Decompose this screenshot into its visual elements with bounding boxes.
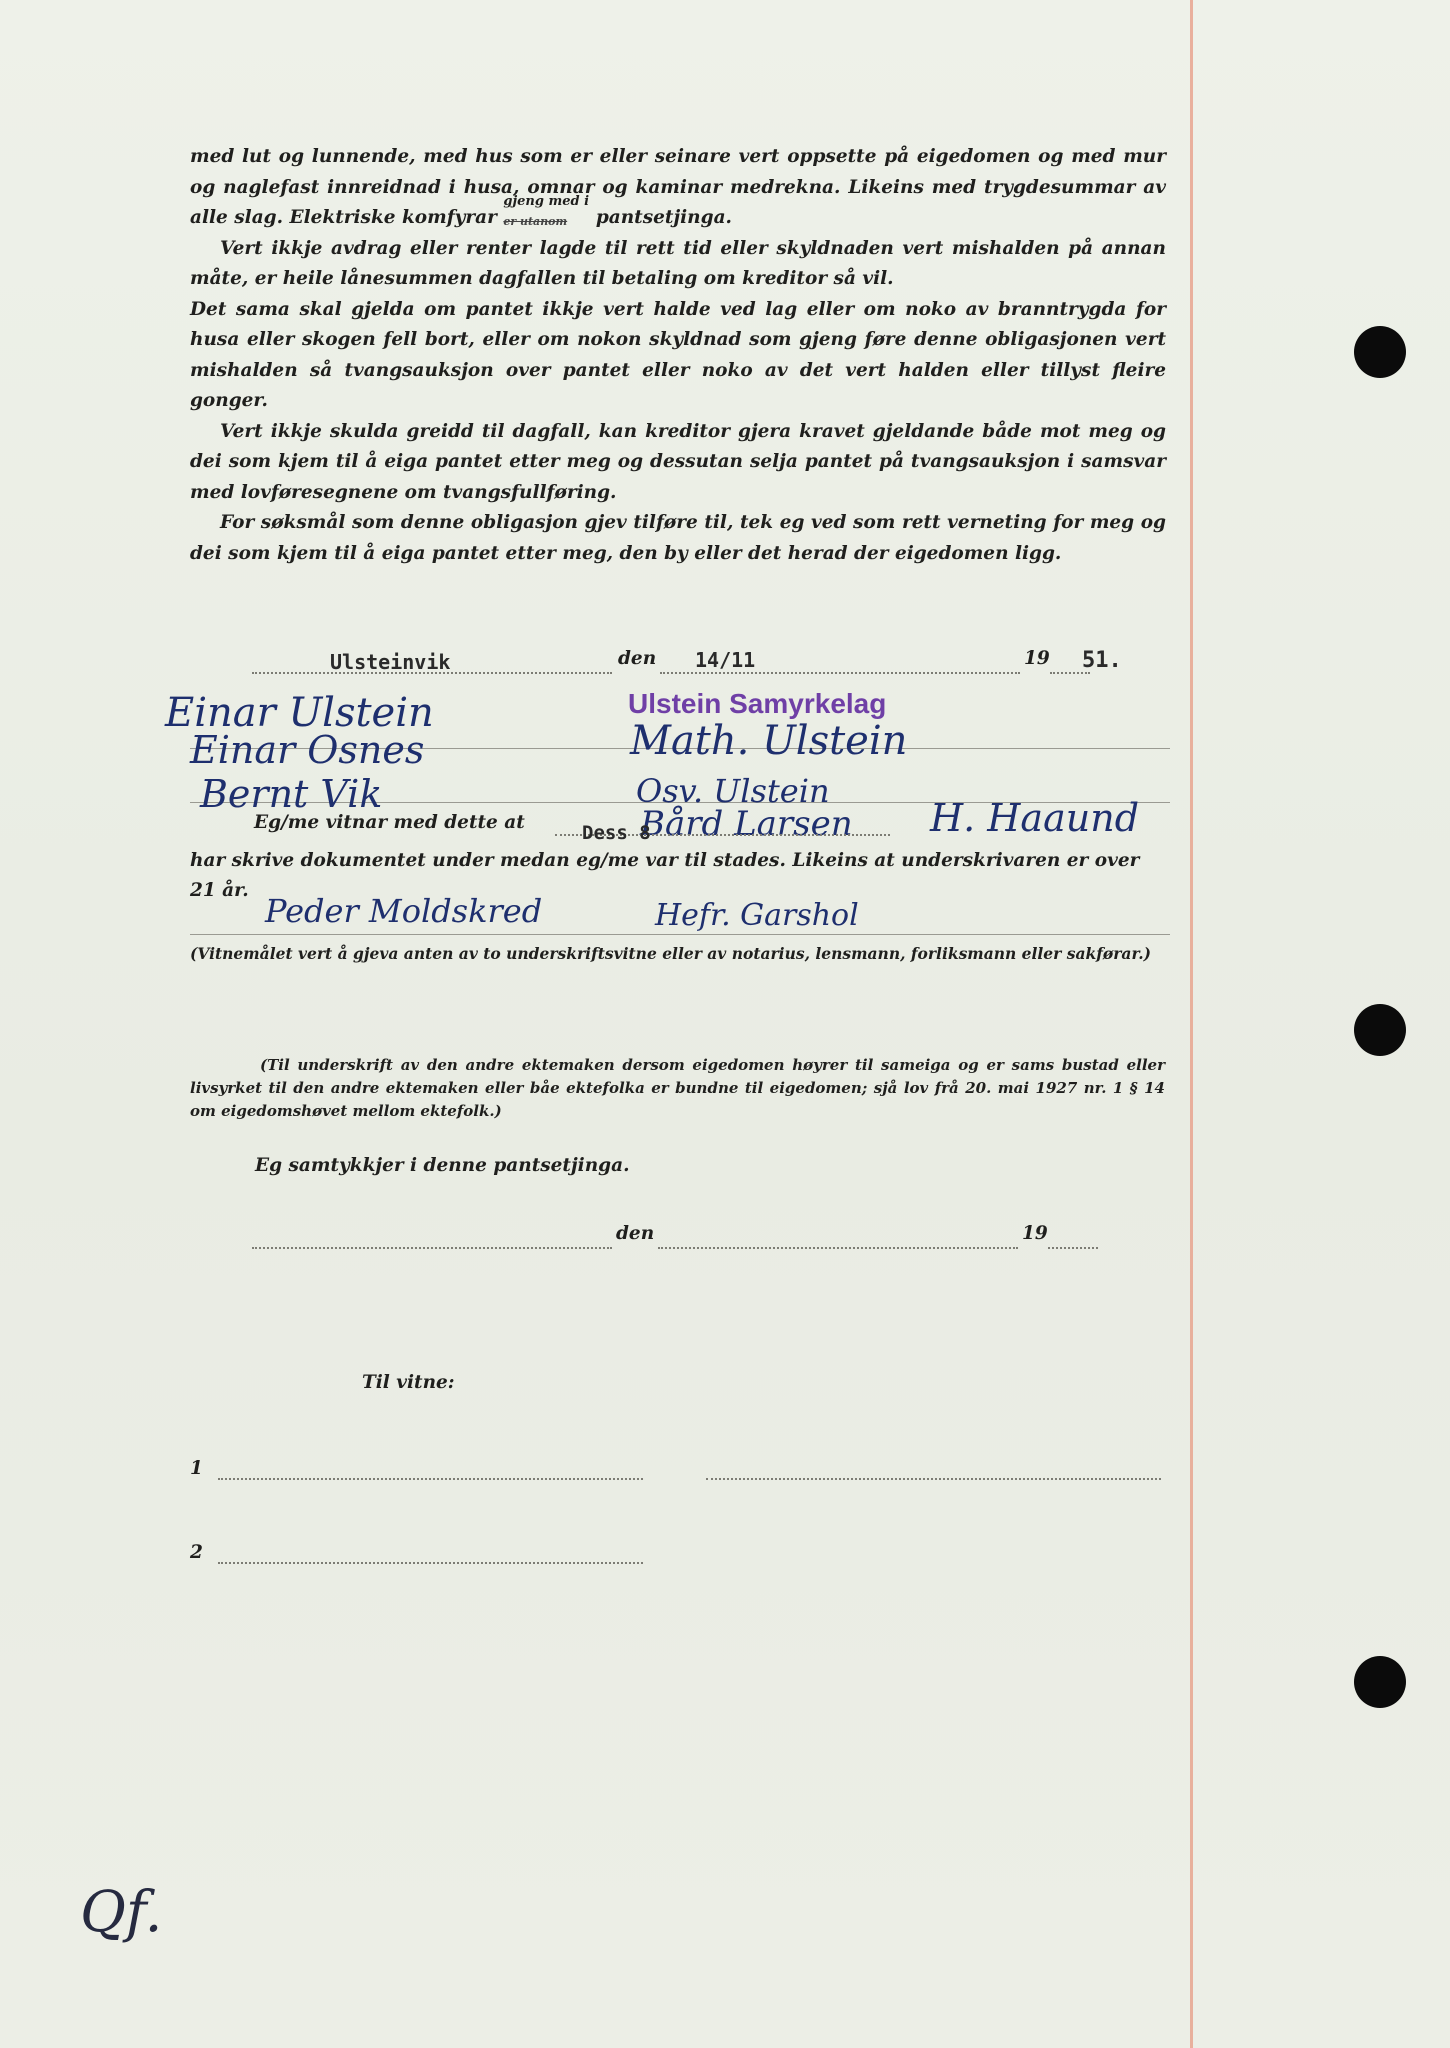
signature-left-1: Einar Ulstein — [165, 690, 434, 736]
date-dotted-line — [660, 672, 1020, 674]
witness-signature-2: Hefr. Garshol — [655, 898, 859, 933]
signature-right-1: Math. Ulstein — [630, 718, 908, 764]
paragraph: Vert ikkje skulda greidd til dagfall, kan kreditor gjera kravet gjeldande både mot meg og dei som kjem til å eiga pantet etter meg og dessutan selja pantet på tvangsauksjon i samsvar med lovføresegnene om tvangsfullføring. — [190, 420, 1166, 503]
punch-hole — [1354, 1004, 1406, 1056]
consent-den-label: den — [616, 1223, 655, 1244]
signature-right-4: H. Haaund — [930, 796, 1140, 840]
mortgage-terms — [190, 142, 1166, 569]
witness-signature-line — [190, 934, 1170, 935]
punch-hole — [1354, 1656, 1406, 1708]
year-typed: 51. — [1082, 648, 1122, 673]
witness-number-2: 2 — [190, 1542, 203, 1563]
consent-place-line — [252, 1247, 612, 1249]
spouse-consent-note: (Til underskrift av den andre ektemaken dersom eigedomen høyrer til sameiga og er sams bustad eller livsyrket til den andre ektemaken eller båe ektefolka er bundne til eigedomen; sjå lov frå 20. mai 1927 nr. 1 § 14 om eigedomshøvet mellom ektefolk.) — [190, 1056, 1165, 1120]
ulstein-samyrkelag-stamp: Ulstein Samyrkelag — [628, 688, 887, 719]
witness-statement-age: 21 år. — [190, 880, 249, 901]
consent-year-prefix: 19 — [1022, 1223, 1048, 1244]
handwritten-insertion: gjeng med i er utanom — [503, 194, 590, 228]
punch-hole — [1354, 326, 1406, 378]
witness-number-1: 1 — [190, 1458, 203, 1479]
witness-1-line-left — [218, 1478, 643, 1480]
consent-statement: Eg samtykkjer i denne pantsetjinga. — [255, 1155, 630, 1176]
initials-mark: Qf. — [80, 1880, 163, 1945]
consent-year-line — [1048, 1247, 1098, 1249]
til-vitne-label: Til vitne: — [362, 1372, 455, 1393]
paragraph: Vert ikkje avdrag eller renter lagde til rett tid eller skyldnaden vert mishalden på annan måte, er heile lånesummen dagfallen til betaling om kreditor så vil. — [190, 237, 1166, 289]
date-den-label: den — [618, 648, 657, 669]
signature-right-3: Bård Larsen — [640, 804, 853, 844]
signature-left-3: Bernt Vik — [200, 772, 383, 816]
margin-rule — [1190, 0, 1193, 2048]
witness-2-line-left — [218, 1562, 643, 1564]
witness-statement-line: har skrive dokumentet under medan eg/me var til stades. Likeins at underskrivaren er over — [190, 850, 1140, 871]
paragraph: For søksmål som denne obligasjon gjev tilføre til, tek eg ved som rett verneting for meg og dei som kjem til å eiga pantet etter meg, den by eller det herad der eigedomen ligg. — [190, 512, 1166, 564]
paragraph: Det sama skal gjelda om pantet ikkje vert halde ved lag eller om noko av branntrygda for husa eller skogen fell bort, eller om nokon skyldnad som gjeng føre denne obligasjonen vert mishalden så tvangsauksjon over pantet eller noko av det vert halden eller tillyst fleire gonger. — [190, 298, 1166, 411]
witness-note: (Vitnemålet vert å gjeva anten av to underskriftsvitne eller av notarius, lensmann, forliksmann eller sakførar.) — [190, 944, 1151, 963]
year-prefix: 19 — [1024, 648, 1050, 669]
witness-signature-1: Peder Moldskred — [265, 892, 543, 930]
witness-1-line-right — [706, 1478, 1161, 1480]
place-typed: Ulsteinvik — [330, 650, 451, 674]
witness-typed-date: Dess 8 — [582, 822, 651, 844]
date-typed: 14/11 — [695, 648, 756, 672]
signature-left-2: Einar Osnes — [190, 728, 425, 772]
consent-date-line — [658, 1247, 1018, 1249]
witness-statement-prefix: Eg/me vitnar med dette at — [254, 812, 525, 833]
paragraph: med lut og lunnende, med hus som er eller seinare vert oppsette på eigedomen og med mur og naglefast innreidnad i husa, omnar og kaminar medrekna. Likeins med trygdesummar av alle slag. Elektriske komfyrar gjeng med i er utanom pantsetjinga. — [190, 146, 1166, 228]
signature-right-2: Osv. Ulstein — [636, 772, 830, 810]
